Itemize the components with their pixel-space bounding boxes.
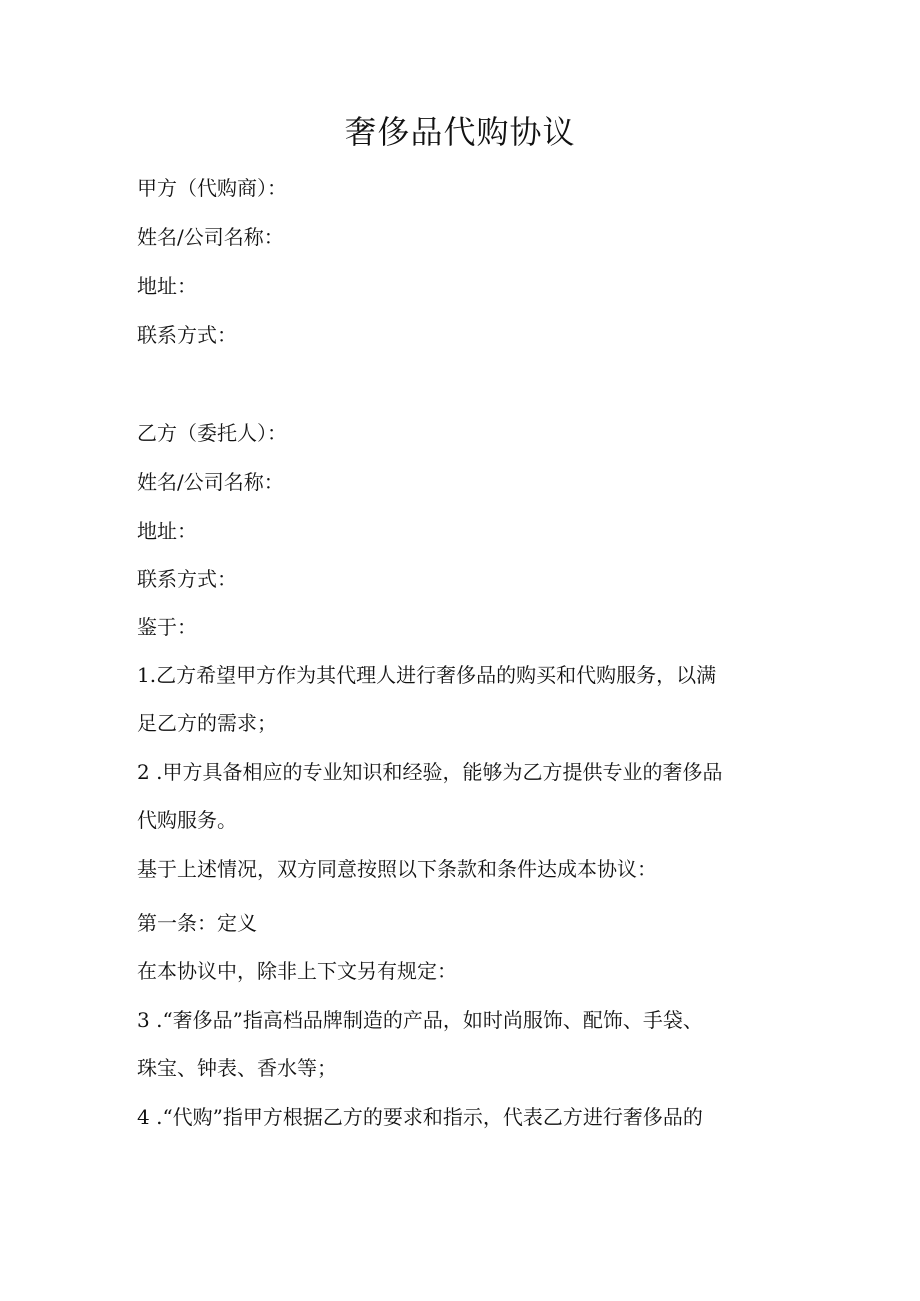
whereas-item-1-line-1: 1.乙方希望甲方作为其代理人进行奢侈品的购买和代购服务，以满 [137, 663, 717, 687]
definition-item-3-line-2: 珠宝、钟表、香水等； [137, 1056, 337, 1080]
party-b-name-label: 姓名/公司名称： [137, 470, 284, 494]
article-1-intro: 在本协议中，除非上下文另有规定： [137, 959, 457, 983]
document-title: 奢侈品代购协议 [344, 113, 576, 151]
whereas-heading: 鉴于： [137, 615, 197, 639]
whereas-item-2-line-2: 代购服务。 [137, 808, 237, 832]
party-a-name-label: 姓名/公司名称： [137, 225, 284, 249]
whereas-item-2-line-1: 2 .甲方具备相应的专业知识和经验，能够为乙方提供专业的奢侈品 [137, 760, 723, 784]
party-a-contact-label: 联系方式： [137, 323, 237, 347]
definition-item-4-line-1: 4 .“代购”指甲方根据乙方的要求和指示，代表乙方进行奢侈品的 [137, 1105, 703, 1129]
definition-item-3-line-1: 3 .“奢侈品”指高档品牌制造的产品，如时尚服饰、配饰、手袋、 [137, 1008, 703, 1032]
party-b-contact-label: 联系方式： [137, 567, 237, 591]
party-a-address-label: 地址： [137, 274, 197, 298]
agreement-intro: 基于上述情况，双方同意按照以下条款和条件达成本协议： [137, 857, 657, 881]
article-1-heading: 第一条：定义 [137, 911, 257, 935]
party-a-heading: 甲方（代购商）： [137, 176, 287, 200]
party-b-address-label: 地址： [137, 519, 197, 543]
whereas-item-1-line-2: 足乙方的需求； [137, 711, 277, 735]
party-b-heading: 乙方（委托人）： [137, 421, 287, 445]
